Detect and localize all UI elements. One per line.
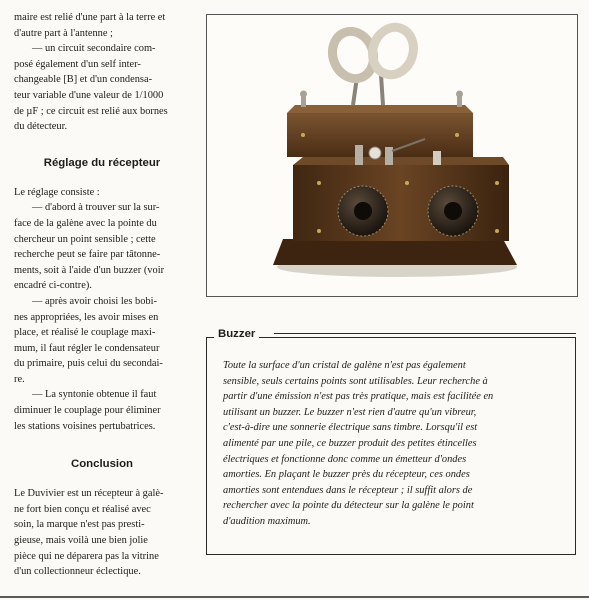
text-line: de µF ; ce circuit est relié aux bornes [14, 105, 168, 117]
text-line: diminuer le couplage pour éliminer [14, 405, 161, 417]
left-column [14, 10, 190, 580]
tuning-dial-right [428, 186, 478, 236]
section-title-reglage: Réglage du récepteur [43, 156, 161, 169]
text-line: — La syntonie obtenue il faut [32, 389, 157, 401]
crystal-radio-illustration [207, 15, 577, 296]
text-line: encadré ci-contre). [14, 280, 92, 292]
text-line: ne fort bien conçu et réalisé avec [14, 503, 151, 515]
text-line: re. [14, 373, 25, 385]
text-line: chercheur un point sensible ; cette [14, 233, 156, 245]
text-line: c'est-à-dire une sonnerie électrique sans timbre. Lorsqu'il est [223, 422, 478, 434]
base-plinth [273, 239, 517, 265]
text-line: alimenté par une pile, ce buzzer produit des petites étincelles [223, 437, 477, 449]
text-line: maire est relié d'une part à la terre et [14, 12, 166, 23]
text-line: gieuse, mais voilà une bien jolie [14, 535, 148, 547]
text-line: amorties sont entendues dans le récepteur ; il suffit alors de [223, 484, 473, 496]
text-line: mum, il faut régler le condensateur [14, 342, 160, 354]
text-line: du détecteur. [14, 121, 68, 133]
text-line: partir d'une émission n'est pas très pratique, mais est facilitée en [223, 391, 494, 403]
text-line: soin, la marque n'est pas presti- [14, 519, 145, 531]
text-line: posé également d'un self inter- [14, 58, 141, 70]
text-line: utilisant un buzzer. Le buzzer n'est rien d'autre qu'un vibreur, [223, 406, 477, 418]
text-line: changeable [B] et d'un condensa- [14, 74, 153, 86]
text-line: — après avoir choisi les bobi- [32, 295, 157, 307]
text-line: du primaire, puis celui du secondai- [14, 358, 163, 370]
text-line: d'audition maximum. [223, 515, 311, 527]
text-line: recherche peut se faire par tâtonne- [14, 249, 161, 261]
text-line: ments, soit à l'aide d'un buzzer (voir [14, 264, 165, 276]
text-line: Le Duvivier est un récepteur à galè- [14, 488, 164, 500]
text-line: d'autre part à l'antenne ; [14, 27, 113, 39]
tuning-dial-left [338, 186, 388, 236]
text-line: teur variable d'une valeur de 1/1000 [14, 89, 164, 101]
text-line: d'un collectionneur éclectique. [14, 566, 141, 578]
receiver-photo [206, 14, 578, 297]
section-title-conclusion: Conclusion [70, 458, 133, 471]
text-line: Le réglage consiste : [14, 186, 100, 198]
text-line: rechercher avec la pointe du détecteur sur la galène le point [223, 500, 474, 512]
text-line: amorties. En plaçant le buzzer près du récepteur, ces ondes [223, 469, 470, 481]
text-line: place, et réalisé le couplage maxi- [14, 327, 156, 339]
text-line: pièce qui ne déparera pas la vitrine [14, 550, 159, 562]
buzzer-paragraph [223, 358, 565, 530]
text-line: sensible, seuls certains points sont utilisables. Leur recherche à [223, 375, 488, 387]
text-line: face de la galène avec la pointe du [14, 217, 157, 229]
intro-paragraph [14, 10, 190, 135]
text-line: — un circuit secondaire com- [32, 43, 156, 55]
buzzer-box-top-rule [274, 333, 576, 334]
reglage-paragraph [14, 185, 190, 435]
text-line: électriques et fonctionne donc comme un émetteur d'ondes [223, 453, 467, 465]
text-line: nes appropriées, les avoir mises en [14, 311, 159, 323]
buzzer-title: Buzzer [214, 327, 259, 341]
text-line: Toute la surface d'un cristal de galène n'est pas également [223, 360, 466, 371]
text-line: les stations voisines pertubatrices. [14, 420, 156, 432]
page-bottom-rule [0, 596, 589, 598]
conclusion-paragraph [14, 486, 190, 580]
text-line: — d'abord à trouver sur la sur- [32, 202, 160, 214]
